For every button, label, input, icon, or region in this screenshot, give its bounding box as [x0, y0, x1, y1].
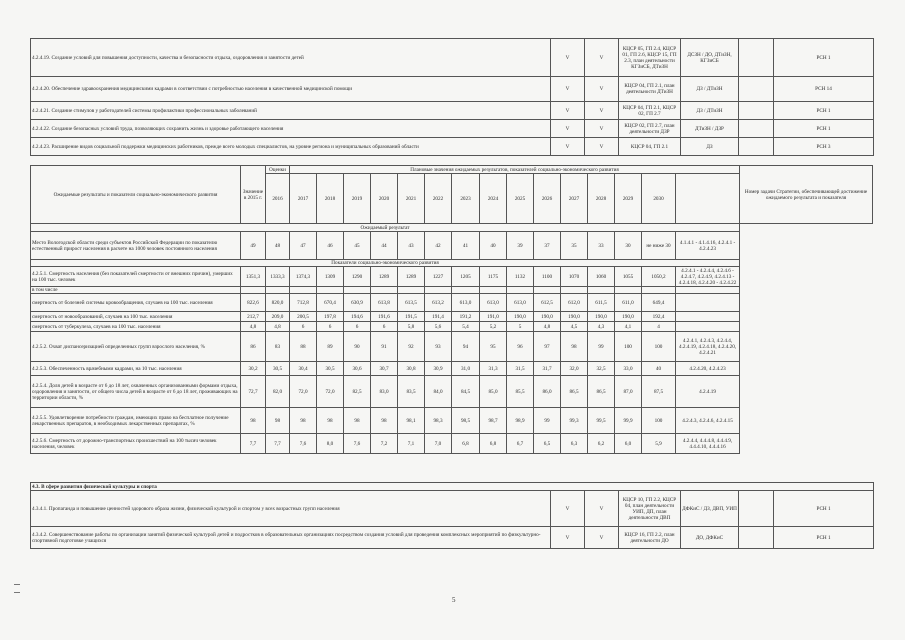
task-result: РСН 1 — [774, 527, 874, 549]
year-value: 5,8 — [398, 322, 425, 332]
base-value: 49 — [241, 232, 266, 260]
year-value — [480, 287, 507, 294]
task-numbers — [676, 294, 740, 312]
year-value: 1050,2 — [642, 267, 676, 287]
indicators-title: Показатели социально-экономического развития — [31, 260, 740, 267]
year-value: 33,0 — [615, 362, 642, 376]
task-mark: V — [551, 120, 585, 138]
year-value: 5,2 — [480, 322, 507, 332]
task-text: 4.2.4.23. Расширение видов социальной поддержки медицинских работников, прежде всего молодых специалистов, на уровне региона и муниципальных образований области — [31, 138, 551, 156]
task-mark: V — [585, 39, 619, 77]
year-value: 190,0 — [615, 312, 642, 322]
year-value: 191,2 — [452, 312, 480, 322]
year-value: 5,4 — [452, 322, 480, 332]
task-code — [739, 102, 774, 120]
task-numbers: 4.2.4.3, 4.2.4.6, 4.2.4.15 — [676, 408, 740, 434]
year-value: 91 — [371, 332, 398, 362]
year-value: 47 — [290, 232, 317, 260]
year-value — [452, 287, 480, 294]
year-value: 92 — [398, 332, 425, 362]
year-value: 87,0 — [615, 376, 642, 408]
year-value — [615, 287, 642, 294]
year-value: 32,5 — [588, 362, 615, 376]
year-header: 2019 — [344, 174, 371, 224]
base-value: 1351,3 — [241, 267, 266, 287]
year-value: 6,8 — [452, 434, 480, 454]
year-value: 30,9 — [425, 362, 452, 376]
task-result: РСН 1 — [774, 102, 874, 120]
year-header: 2030 — [642, 174, 676, 224]
year-value: 82,0 — [266, 376, 290, 408]
year-value: 209,0 — [266, 312, 290, 322]
year-header: 2029 — [615, 174, 642, 224]
indicator-name: смертность от туберкулеза, случаев на 100 тыс. населения — [31, 322, 241, 332]
year-value: 100 — [642, 332, 676, 362]
year-value — [266, 287, 290, 294]
year-value — [371, 287, 398, 294]
task-mark: V — [585, 491, 619, 527]
year-header: 2025 — [507, 174, 534, 224]
task-result: РСН 1 — [774, 39, 874, 77]
year-value: 191,0 — [480, 312, 507, 322]
task-source: КЦСР 04, ГП 2.1, КЦСР 02, ГП 2.7 — [619, 102, 681, 120]
base-value: 822,6 — [241, 294, 266, 312]
task-source: КЦСР 16, ГП 2.2, план деятельности ДО — [619, 527, 681, 549]
year-value: 1289 — [371, 267, 398, 287]
task-responsible: ДСЗН / ДО, ДТиЗН, КГЗиСБ — [681, 39, 739, 77]
task-row — [31, 39, 874, 77]
year-header: 2024 — [480, 174, 507, 224]
indicator-name: 4.2.5.4. Доля детей в возрасте от 6 до 18 лет, охваченных организованными формами отдыха, оздоровления и занятости, от общего числа детей в возрасте от 6 до 18 лет, проживающих на территории области, % — [31, 376, 241, 408]
year-value: 72,0 — [290, 376, 317, 408]
year-value: 83,5 — [398, 376, 425, 408]
year-value: 87,5 — [642, 376, 676, 408]
indicator-row — [31, 287, 873, 294]
task-source: КЦСР 05, ГП 2.4, КЦСР 01, ГП 2.6, КЦСР 15, ГП 2.3, план деятельности КГЗиСБ, ДТиЗН — [619, 39, 681, 77]
scan-mark — [14, 592, 20, 593]
year-value: 88 — [290, 332, 317, 362]
year-value: 98 — [266, 408, 290, 434]
year-value: 7,2 — [371, 434, 398, 454]
year-value: 1100 — [534, 267, 561, 287]
indicator-row — [31, 332, 873, 362]
year-value: 613,5 — [398, 294, 425, 312]
year-value: 7,6 — [344, 434, 371, 454]
task-responsible: ДТиЗН / ДЗР — [681, 120, 739, 138]
year-value: 6,7 — [507, 434, 534, 454]
year-value: 85,5 — [507, 376, 534, 408]
year-value: 40 — [642, 362, 676, 376]
base-value: 72,7 — [241, 376, 266, 408]
indicator-name: в том числе — [31, 287, 241, 294]
year-header: 2022 — [425, 174, 452, 224]
year-value: 5,6 — [425, 322, 452, 332]
year-value: 1055 — [615, 267, 642, 287]
indicator-row — [31, 408, 873, 434]
year-value — [507, 287, 534, 294]
planned-header: Плановые значения ожидаемых результатов, показателей социально-экономического развития — [290, 166, 740, 174]
year-value: 6,5 — [534, 434, 561, 454]
task-numbers: 4.1.4.1 - 4.1.4.16, 4.2.4.1 - 4.2.4.23 — [676, 232, 740, 260]
year-value: 98,7 — [480, 408, 507, 434]
year-value: 4,1 — [615, 322, 642, 332]
task-source: КЦСР 04, ГП 2.1, план деятельности ДТиЗН — [619, 77, 681, 102]
year-value: 44 — [371, 232, 398, 260]
year-value: 1227 — [425, 267, 452, 287]
year-value: 613,0 — [480, 294, 507, 312]
year-value: 93 — [425, 332, 452, 362]
year-value: 48 — [266, 232, 290, 260]
year-value: 820,0 — [266, 294, 290, 312]
task-text: 4.2.4.19. Создание условий для повышения доступности, качества и безопасности отдыха, оздоровления и занятости детей — [31, 39, 551, 77]
indicator-row — [31, 294, 873, 312]
task-mark: V — [551, 77, 585, 102]
year-value: 191,6 — [371, 312, 398, 322]
year-value: 1132 — [507, 267, 534, 287]
indicator-row — [31, 267, 873, 287]
year-value: 97 — [534, 332, 561, 362]
year-value: 42 — [425, 232, 452, 260]
year-value: 191,4 — [425, 312, 452, 322]
task-row — [31, 138, 874, 156]
year-value: 6,0 — [615, 434, 642, 454]
year-value: 30,5 — [266, 362, 290, 376]
year-value: 98 — [290, 408, 317, 434]
task-row — [31, 527, 874, 549]
year-value: 99,3 — [561, 408, 588, 434]
year-header: 2016 — [266, 174, 290, 224]
year-value: 86,5 — [588, 376, 615, 408]
year-value: 190,0 — [561, 312, 588, 322]
year-value: 40 — [480, 232, 507, 260]
task-row — [31, 77, 874, 102]
task-responsible: ДО, ДФКиС — [681, 527, 739, 549]
year-header: 2026 — [534, 174, 561, 224]
year-value: 4,3 — [588, 322, 615, 332]
section-title-row — [31, 483, 874, 491]
year-value: 30,7 — [371, 362, 398, 376]
year-value: 5 — [507, 322, 534, 332]
year-value: 46 — [317, 232, 344, 260]
indicator-row — [31, 362, 873, 376]
year-value: 86,0 — [534, 376, 561, 408]
task-responsible: ДФКиС / ДЗ, ДВП, УИП — [681, 491, 739, 527]
year-value: 98 — [344, 408, 371, 434]
year-value: 98 — [371, 408, 398, 434]
year-value: 7,0 — [425, 434, 452, 454]
year-value: 7,7 — [266, 434, 290, 454]
indicator-row — [31, 322, 873, 332]
year-value: 6,2 — [588, 434, 615, 454]
year-value — [534, 287, 561, 294]
year-value: 192,4 — [642, 312, 676, 322]
year-value: 613,0 — [507, 294, 534, 312]
year-value: 1205 — [452, 267, 480, 287]
year-value — [290, 287, 317, 294]
indicator-name: смертность от новообразований, случаев на 100 тыс. населения — [31, 312, 241, 322]
year-value: 613,0 — [452, 294, 480, 312]
year-value: 30,8 — [398, 362, 425, 376]
year-value: 30,6 — [344, 362, 371, 376]
year-value: 611,0 — [615, 294, 642, 312]
year-value: 98,3 — [425, 408, 452, 434]
task-mark: V — [585, 120, 619, 138]
year-value — [344, 287, 371, 294]
indicator-name: Место Вологодской области среди субъектов Российской Федерации по показателю естественный прирост населения в расчете на 1000 человек постоянного населения — [31, 232, 241, 260]
year-value: 83 — [266, 332, 290, 362]
task-text: 4.3.4.2. Совершенствование работы по организации занятий физической культурой детей и подростков в образовательных организациях посредством создания условий для проведения комплексных мероприятий по физкультурно-спортивной подготовке учащихся — [31, 527, 551, 549]
task-code — [739, 120, 774, 138]
year-value: 6 — [317, 322, 344, 332]
year-value: 96 — [507, 332, 534, 362]
year-value: 1333,3 — [266, 267, 290, 287]
year-value: 85,0 — [480, 376, 507, 408]
task-responsible: ДЗ / ДТиЗН — [681, 77, 739, 102]
year-value: 4,8 — [266, 322, 290, 332]
year-value: 94 — [452, 332, 480, 362]
base-value: 86 — [241, 332, 266, 362]
year-value: 4 — [642, 322, 676, 332]
scan-mark — [14, 584, 20, 585]
task-source: КЦСР 10, ГП 2.2, КЦСР 04, план деятельности УИП, ДП, план деятельности ДВП — [619, 491, 681, 527]
year-value: 84,0 — [425, 376, 452, 408]
year-value: 39 — [507, 232, 534, 260]
base-value: 30,2 — [241, 362, 266, 376]
results-header-row — [31, 166, 873, 174]
indicator-header: Ожидаемые результаты и показатели социально-экономического развития — [31, 166, 241, 224]
year-value: 31,5 — [507, 362, 534, 376]
year-value: 99 — [534, 408, 561, 434]
task-text: 4.2.4.22. Создание безопасных условий труда, позволяющих сохранить жизнь и здоровье работающего населения — [31, 120, 551, 138]
year-header: 2018 — [317, 174, 344, 224]
year-value: 613,2 — [425, 294, 452, 312]
task-numbers: 4.2.4.4, 4.4.4.8, 4.4.4.9, 4.4.4.10, 4.4.4.16 — [676, 434, 740, 454]
indicator-name: 4.2.5.6. Смертность от дорожно-транспортных происшествий на 100 тысяч человек населения, человек — [31, 434, 241, 454]
year-value: 190,0 — [534, 312, 561, 322]
task-mark: V — [551, 527, 585, 549]
task-numbers — [676, 287, 740, 294]
tasks-top-table — [30, 38, 874, 156]
indicator-name: 4.2.5.1. Смертность населения (без показателей смертности от внешних причин), умерших на 100 тыс. человек — [31, 267, 241, 287]
task-responsible: ДЗ — [681, 138, 739, 156]
estimates-header: Оценки — [266, 166, 290, 174]
year-value: 98 — [561, 332, 588, 362]
task-result: РСН 1 — [774, 491, 874, 527]
year-value: 612,5 — [534, 294, 561, 312]
task-source: КЦСР 04, ГП 2.1 — [619, 138, 681, 156]
year-value: 37 — [534, 232, 561, 260]
year-header: 2020 — [371, 174, 398, 224]
year-value: 30 — [615, 232, 642, 260]
indicator-name: смертность от болезней системы кровообращения, случаев на 100 тыс. населения — [31, 294, 241, 312]
task-responsible: ДЗ / ДТиЗН — [681, 102, 739, 120]
year-value: 1060 — [588, 267, 615, 287]
year-value: 1290 — [344, 267, 371, 287]
task-text: 4.2.4.21. Создание стимулов у работодателей системы профилактики профессиональных заболеваний — [31, 102, 551, 120]
year-value: 630,9 — [344, 294, 371, 312]
task-code — [739, 527, 774, 549]
year-value: 190,0 — [588, 312, 615, 322]
year-value: 712,8 — [290, 294, 317, 312]
year-value — [561, 287, 588, 294]
indicator-name: 4.2.5.3. Обеспеченность врачебными кадрами, на 10 тыс. населения — [31, 362, 241, 376]
year-value: 100 — [615, 332, 642, 362]
task-numbers: 4.2.4.1 - 4.2.4.4, 4.2.4.6 - 4.2.4.7, 4.2.4.9, 4.2.4.13 - 4.2.4.18, 4.2.4.20 - 4.2.4.22 — [676, 267, 740, 287]
year-value: 99,9 — [615, 408, 642, 434]
year-value: 613,8 — [371, 294, 398, 312]
year-header: 2021 — [398, 174, 425, 224]
indicator-name: 4.2.5.5. Удовлетворение потребности граждан, имеющих право на бесплатное получение лекарственных препаратов, в необходимых лекарственных препаратах, % — [31, 408, 241, 434]
year-value: 6 — [344, 322, 371, 332]
year-value: 190,0 — [507, 312, 534, 322]
year-value: 5,9 — [642, 434, 676, 454]
task-mark: V — [551, 102, 585, 120]
year-value: 99,5 — [588, 408, 615, 434]
year-value: 32,0 — [561, 362, 588, 376]
task-source: КЦСР 02, ГП 2.7, план деятельности ДЗР — [619, 120, 681, 138]
tasks-bottom-table — [30, 482, 874, 549]
year-value: 6,3 — [561, 434, 588, 454]
task-result: РСН 1 — [774, 120, 874, 138]
year-header: 2027 — [561, 174, 588, 224]
year-value: 197,8 — [317, 312, 344, 322]
year-value: 86,5 — [561, 376, 588, 408]
indicator-row — [31, 376, 873, 408]
task-result: РСН 3 — [774, 138, 874, 156]
year-value: 200,5 — [290, 312, 317, 322]
year-value: 33 — [588, 232, 615, 260]
task-mark: V — [551, 39, 585, 77]
task-code — [739, 39, 774, 77]
task-mark: V — [585, 102, 619, 120]
year-value: 30,5 — [317, 362, 344, 376]
task-code — [739, 77, 774, 102]
year-value: 98,5 — [452, 408, 480, 434]
base-value-header: Значение в 2015 г. — [241, 166, 266, 224]
indicator-row — [31, 434, 873, 454]
year-value: 194,6 — [344, 312, 371, 322]
section-title: 4.3. В сфере развития физической культуры и спорта — [31, 483, 874, 491]
year-value: 611,5 — [588, 294, 615, 312]
year-value: 31,7 — [534, 362, 561, 376]
task-mark: V — [585, 77, 619, 102]
indicator-row — [31, 312, 873, 322]
year-value — [317, 287, 344, 294]
year-value: 95 — [480, 332, 507, 362]
task-mark: V — [551, 138, 585, 156]
task-result: РСН 14 — [774, 77, 874, 102]
year-value: 99 — [588, 332, 615, 362]
year-value: 83,0 — [371, 376, 398, 408]
year-value: 98,1 — [398, 408, 425, 434]
year-value: 1070 — [561, 267, 588, 287]
year-value: 84,5 — [452, 376, 480, 408]
task-numbers: 4.2.4.19 — [676, 376, 740, 408]
year-value: 45 — [344, 232, 371, 260]
base-value: 4,8 — [241, 322, 266, 332]
year-value: 6,8 — [480, 434, 507, 454]
year-value: 1289 — [398, 267, 425, 287]
year-value: 89 — [317, 332, 344, 362]
year-header: 2023 — [452, 174, 480, 224]
year-value: не ниже 30 — [642, 232, 676, 260]
year-value: 100 — [642, 408, 676, 434]
year-value — [588, 287, 615, 294]
task-mark: V — [551, 491, 585, 527]
year-value: 98,9 — [507, 408, 534, 434]
year-value — [425, 287, 452, 294]
task-row — [31, 120, 874, 138]
expected-result-title: Ожидаемый результат — [31, 224, 740, 232]
base-value: 98 — [241, 408, 266, 434]
task-text: 4.2.4.20. Обеспечение здравоохранения медицинскими кадрами в соответствии с потребностью населения в качественной медицинской помощи — [31, 77, 551, 102]
task-row — [31, 102, 874, 120]
year-value: 41 — [452, 232, 480, 260]
base-value — [241, 287, 266, 294]
task-numbers — [676, 322, 740, 332]
year-value: 1175 — [480, 267, 507, 287]
year-value: 43 — [398, 232, 425, 260]
section-row — [31, 224, 873, 232]
base-value: 7,7 — [241, 434, 266, 454]
task-mark: V — [585, 527, 619, 549]
year-value: 670,4 — [317, 294, 344, 312]
year-value: 98 — [317, 408, 344, 434]
indicator-name: 4.2.5.2. Охват диспансеризацией определенных групп взрослого населения, % — [31, 332, 241, 362]
year-value — [398, 287, 425, 294]
page-number: 5 — [452, 596, 456, 604]
section-row — [31, 260, 873, 267]
year-header: 2017 — [290, 174, 317, 224]
year-value: 72,0 — [317, 376, 344, 408]
year-header: 2028 — [588, 174, 615, 224]
task-no-header: Номер задачи Стратегии, обеспечивающей достижение ожидаемого результата и показателя — [740, 166, 873, 224]
year-value: 7,6 — [290, 434, 317, 454]
task-code — [739, 491, 774, 527]
year-value: 6 — [290, 322, 317, 332]
year-value: 35 — [561, 232, 588, 260]
year-value: 90 — [344, 332, 371, 362]
year-value: 1309 — [317, 267, 344, 287]
task-numbers — [676, 312, 740, 322]
year-value: 612,0 — [561, 294, 588, 312]
year-value: 7,1 — [398, 434, 425, 454]
expected-row — [31, 232, 873, 260]
task-numbers: 4.2.4.1, 4.2.4.3, 4.2.4.4, 4.2.4.19, 4.2.4.18, 4.2.4.20, 4.2.4.21 — [676, 332, 740, 362]
year-value: 8,0 — [317, 434, 344, 454]
year-value — [642, 287, 676, 294]
year-value: 191,5 — [398, 312, 425, 322]
task-mark: V — [585, 138, 619, 156]
task-numbers: 4.2.4.20, 4.2.4.23 — [676, 362, 740, 376]
task-code — [739, 138, 774, 156]
year-value: 1374,3 — [290, 267, 317, 287]
year-value: 6 — [371, 322, 398, 332]
year-value: 30,4 — [290, 362, 317, 376]
year-value: 649,4 — [642, 294, 676, 312]
results-table — [30, 165, 873, 454]
year-value: 31,3 — [480, 362, 507, 376]
year-value: 4,8 — [534, 322, 561, 332]
base-value: 212,7 — [241, 312, 266, 322]
task-text: 4.3.4.1. Пропаганда и повышение ценностей здорового образа жизни, физической культурой и спортом у всех возрастных групп населения — [31, 491, 551, 527]
task-row — [31, 491, 874, 527]
year-value: 82,5 — [344, 376, 371, 408]
year-value: 4,5 — [561, 322, 588, 332]
year-value: 31,0 — [452, 362, 480, 376]
